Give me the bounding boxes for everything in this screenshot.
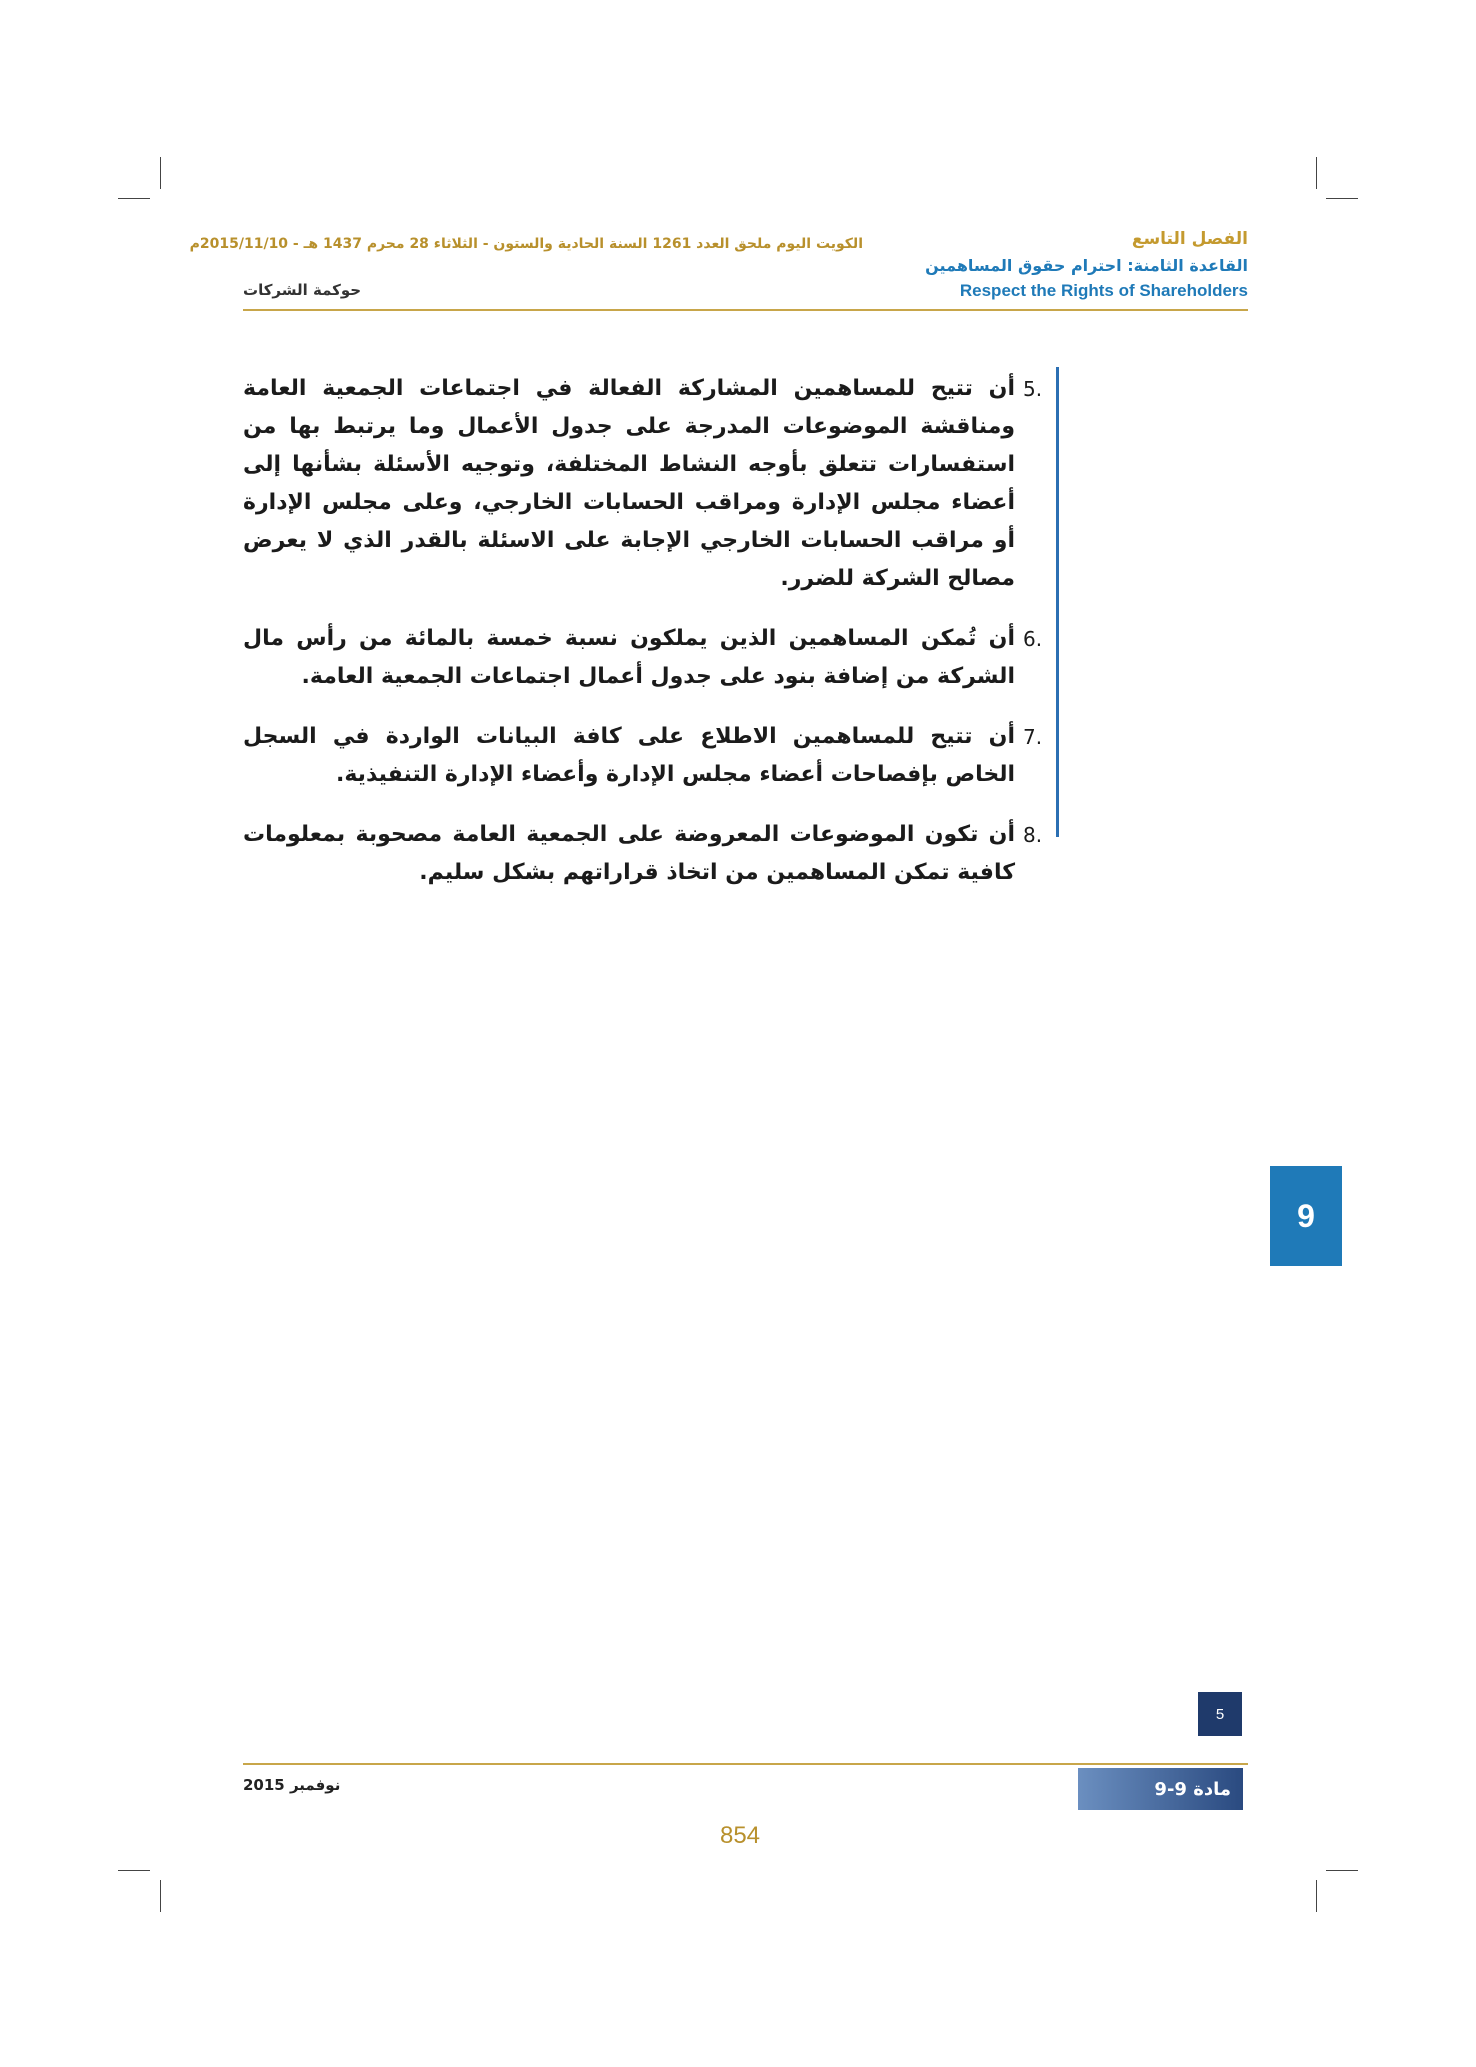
item-text: أن تتيح للمساهمين المشاركة الفعالة في اجتماعات الجمعية العامة ومناقشة الموضوعات المدرجة على جدول الأعمال وما يرتبط بها من استفسارات تتعلق بأوجه النشاط المختلفة، وتوجيه الأسئلة بشأنها إلى أعضاء مجلس الإدارة ومراقب الحسابات الخارجي، وعلى مجلس الإدارة أو مراقب الحسابات الخارجي الإجابة على الاسئلة بالقدر الذي لا يعرض مصالح الشركة للضرر. (243, 376, 1015, 591)
gazette-meta: الكويت اليوم ملحق العدد 1261 السنة الحادية والستون - الثلاثاء 28 محرم 1437 هـ - 2015/11/10م (189, 236, 863, 252)
folio-number: 854 (719, 1822, 761, 1849)
crop-mark (1326, 198, 1358, 199)
content-side-rule (1056, 367, 1059, 837)
item-text: أن تُمكن المساهمين الذين يملكون نسبة خمسة بالمائة من رأس مال الشركة من إضافة بنود على جدول أعمال اجتماعات الجمعية العامة. (243, 626, 1015, 689)
section-title: حوكمة الشركات (243, 281, 362, 299)
rule-title-english: Respect the Rights of Shareholders (959, 281, 1248, 300)
item-number: 6. (1023, 627, 1043, 651)
item-number: 5. (1023, 377, 1043, 401)
list-item (243, 816, 1053, 892)
list-item (243, 620, 1053, 696)
page-number-box: 5 (1198, 1692, 1242, 1736)
chapter-title: الفصل التاسع (1131, 229, 1248, 249)
item-text: أن تكون الموضوعات المعروضة على الجمعية العامة مصحوبة بمعلومات كافية تمكن المساهمين من اتخاذ قراراتهم بشكل سليم. (243, 822, 1015, 885)
header-divider (243, 309, 1248, 311)
item-number: 8. (1023, 823, 1043, 847)
list-item (243, 370, 1053, 598)
items-list (243, 370, 1053, 914)
chapter-tab: 9 (1270, 1166, 1342, 1266)
article-label: مادة 9-9 (1078, 1768, 1243, 1810)
footer-divider (243, 1763, 1248, 1765)
crop-mark (1316, 1880, 1317, 1912)
rule-title: القاعدة الثامنة: احترام حقوق المساهمين (925, 256, 1248, 275)
crop-mark (118, 198, 150, 199)
crop-mark (1326, 1870, 1358, 1871)
crop-mark (160, 1880, 161, 1912)
crop-mark (1316, 157, 1317, 189)
item-text: أن تتيح للمساهمين الاطلاع على كافة البيانات الواردة في السجل الخاص بإفصاحات أعضاء مجلس الإدارة وأعضاء الإدارة التنفيذية. (243, 724, 1015, 787)
crop-mark (118, 1870, 150, 1871)
crop-mark (160, 157, 161, 189)
footer-date: نوفمبر 2015 (243, 1776, 341, 1794)
item-number: 7. (1023, 725, 1043, 749)
list-item (243, 718, 1053, 794)
